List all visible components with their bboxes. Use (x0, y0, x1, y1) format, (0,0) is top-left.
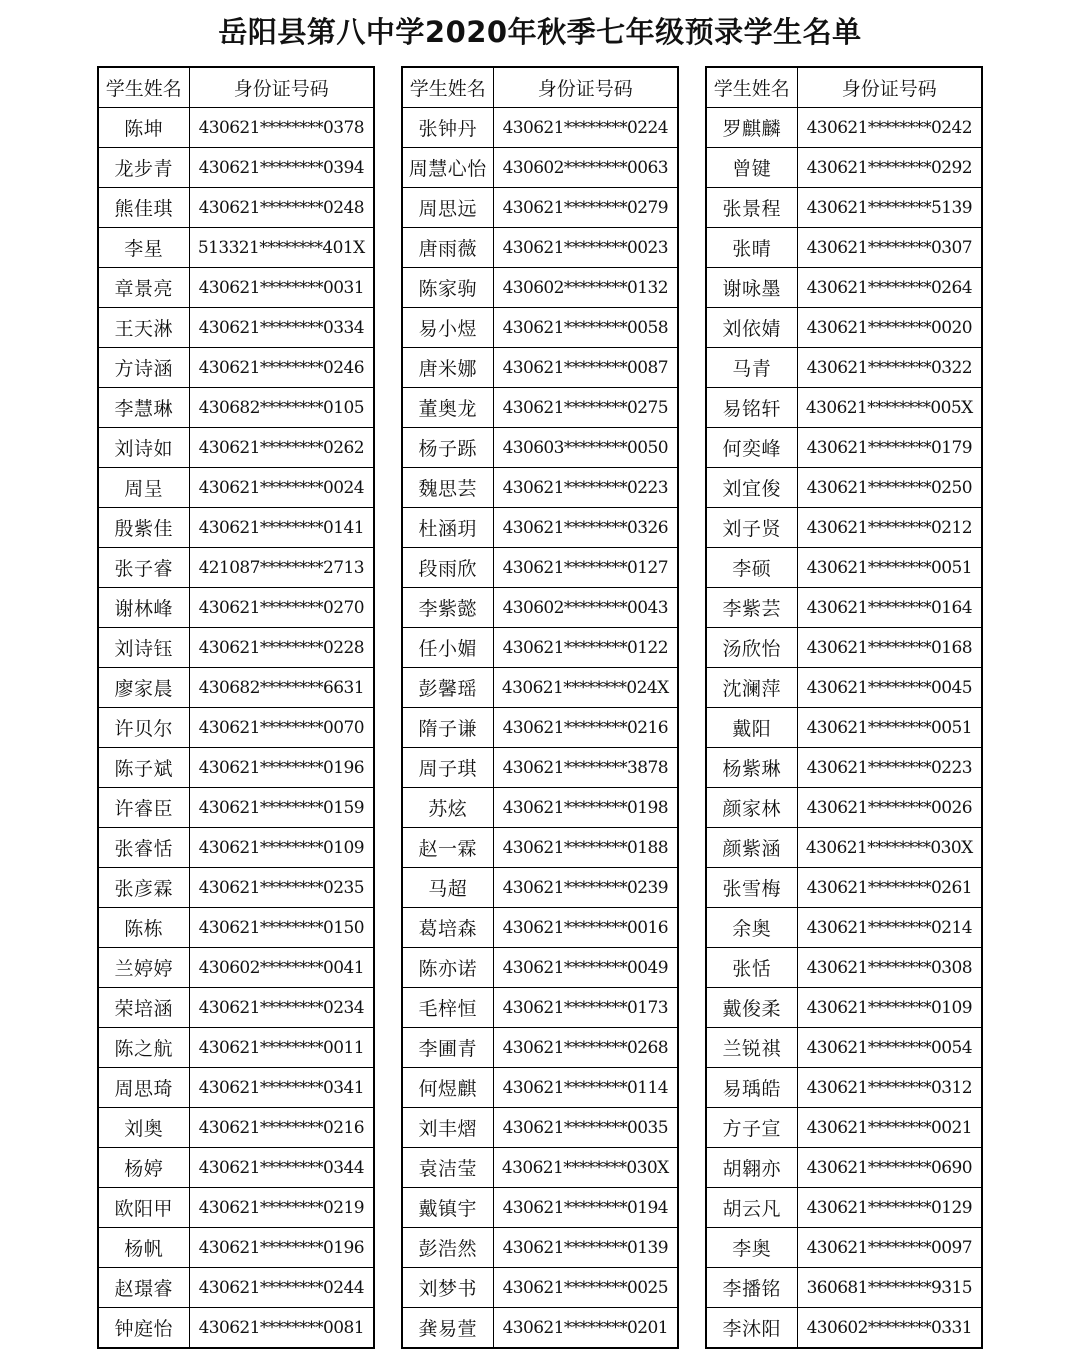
student-name: 荣培涵 (98, 988, 189, 1028)
table-row (706, 468, 982, 508)
table-row (706, 828, 982, 868)
student-name: 余奥 (706, 908, 797, 948)
student-name: 李硕 (706, 548, 797, 588)
student-id-number: 430621********0262 (189, 428, 374, 468)
table-row (402, 508, 678, 548)
student-name: 陈坤 (98, 108, 189, 148)
student-id-number: 430621********0239 (493, 868, 678, 908)
student-id-number: 430621********0139 (493, 1228, 678, 1268)
student-id-number: 430621********0173 (493, 988, 678, 1028)
student-id-number: 430621********030X (493, 1148, 678, 1188)
student-name: 许贝尔 (98, 708, 189, 748)
table-row (98, 268, 374, 308)
student-id-number: 430621********0201 (493, 1308, 678, 1349)
student-id-number: 430682********6631 (189, 668, 374, 708)
student-name: 张钟丹 (402, 108, 493, 148)
student-name: 李星 (98, 228, 189, 268)
student-name: 胡翱亦 (706, 1148, 797, 1188)
student-name: 张子睿 (98, 548, 189, 588)
student-id-number: 430621********0196 (189, 1228, 374, 1268)
student-id-number: 430621********0223 (493, 468, 678, 508)
table-row (402, 1028, 678, 1068)
student-id-number: 430621********0275 (493, 388, 678, 428)
student-name: 张恬 (706, 948, 797, 988)
student-id-number: 430621********0341 (189, 1068, 374, 1108)
name-column-header: 学生姓名 (706, 67, 797, 108)
table-row (98, 908, 374, 948)
student-name: 张雪梅 (706, 868, 797, 908)
student-id-number: 430603********0050 (493, 428, 678, 468)
table-row (98, 748, 374, 788)
table-row (98, 468, 374, 508)
student-name: 方子宣 (706, 1108, 797, 1148)
student-name: 许睿臣 (98, 788, 189, 828)
student-id-number: 430621********0164 (797, 588, 982, 628)
student-id-number: 430621********0261 (797, 868, 982, 908)
table-row (98, 948, 374, 988)
student-name: 周思远 (402, 188, 493, 228)
table-row (706, 868, 982, 908)
student-id-number: 430621********0378 (189, 108, 374, 148)
student-name: 杨紫琳 (706, 748, 797, 788)
student-id-number: 430621********0326 (493, 508, 678, 548)
student-id-number: 430621********0127 (493, 548, 678, 588)
student-id-number: 430682********0105 (189, 388, 374, 428)
table-row (402, 428, 678, 468)
table-row (402, 228, 678, 268)
table-row (98, 868, 374, 908)
table-row (706, 308, 982, 348)
student-name: 张景程 (706, 188, 797, 228)
student-name: 张彦霖 (98, 868, 189, 908)
student-table-1 (97, 66, 375, 1349)
table-row (98, 1148, 374, 1188)
student-id-number: 430621********0020 (797, 308, 982, 348)
table-row (98, 508, 374, 548)
student-id-number: 430621********0216 (493, 708, 678, 748)
header-row (706, 67, 982, 108)
student-id-number: 430621********5139 (797, 188, 982, 228)
table-row (706, 548, 982, 588)
table-row (706, 948, 982, 988)
table-row (402, 1308, 678, 1349)
student-name: 周子琪 (402, 748, 493, 788)
student-id-number: 430621********0690 (797, 1148, 982, 1188)
student-id-number: 430621********0097 (797, 1228, 982, 1268)
table-row (706, 1228, 982, 1268)
student-name: 陈子斌 (98, 748, 189, 788)
table-row (706, 708, 982, 748)
student-name: 赵一霖 (402, 828, 493, 868)
student-name: 董奥龙 (402, 388, 493, 428)
table-row (706, 988, 982, 1028)
table-row (402, 1148, 678, 1188)
table-row (98, 108, 374, 148)
table-row (98, 388, 374, 428)
student-name: 马超 (402, 868, 493, 908)
student-name: 兰婷婷 (98, 948, 189, 988)
student-id-number: 430621********0223 (797, 748, 982, 788)
student-name: 易小煜 (402, 308, 493, 348)
student-id-number: 430621********0035 (493, 1108, 678, 1148)
student-name: 熊佳琪 (98, 188, 189, 228)
student-name: 颜家林 (706, 788, 797, 828)
student-name: 隋子谦 (402, 708, 493, 748)
table-row (706, 1108, 982, 1148)
table-row (706, 228, 982, 268)
table-row (98, 1188, 374, 1228)
student-id-number: 430621********0025 (493, 1268, 678, 1308)
student-id-number: 430621********0026 (797, 788, 982, 828)
student-id-number: 430621********0268 (493, 1028, 678, 1068)
student-id-number: 430621********0109 (797, 988, 982, 1028)
student-name: 方诗涵 (98, 348, 189, 388)
table-row (706, 1068, 982, 1108)
student-name: 殷紫佳 (98, 508, 189, 548)
student-name: 周呈 (98, 468, 189, 508)
table-body (98, 108, 374, 1349)
header-row (402, 67, 678, 108)
student-id-number: 430621********0234 (189, 988, 374, 1028)
student-name: 杨婷 (98, 1148, 189, 1188)
student-id-number: 430621********0179 (797, 428, 982, 468)
student-name: 彭馨瑶 (402, 668, 493, 708)
student-id-number: 430621********0198 (493, 788, 678, 828)
student-id-number: 430621********0344 (189, 1148, 374, 1188)
table-row (706, 148, 982, 188)
table-row (402, 1188, 678, 1228)
student-name: 杨帆 (98, 1228, 189, 1268)
table-row (98, 788, 374, 828)
student-name: 张睿恬 (98, 828, 189, 868)
student-id-number: 430621********0070 (189, 708, 374, 748)
student-name: 易瑀皓 (706, 1068, 797, 1108)
student-id-number: 430602********0043 (493, 588, 678, 628)
student-id-number: 430621********0016 (493, 908, 678, 948)
student-id-number: 430621********0045 (797, 668, 982, 708)
table-row (98, 1228, 374, 1268)
student-name: 周思琦 (98, 1068, 189, 1108)
table-row (402, 708, 678, 748)
student-id-number: 430621********0214 (797, 908, 982, 948)
student-name: 戴镇宇 (402, 1188, 493, 1228)
student-id-number: 430621********0141 (189, 508, 374, 548)
student-id-number: 430621********024X (493, 668, 678, 708)
student-name: 刘诗如 (98, 428, 189, 468)
student-id-number: 430621********0248 (189, 188, 374, 228)
student-name: 李播铭 (706, 1268, 797, 1308)
student-id-number: 421087********2713 (189, 548, 374, 588)
table-row (706, 588, 982, 628)
student-id-number: 430621********0212 (797, 508, 982, 548)
table-row (98, 668, 374, 708)
table-row (402, 188, 678, 228)
student-name: 龙步青 (98, 148, 189, 188)
table-row (98, 588, 374, 628)
student-name: 葛培森 (402, 908, 493, 948)
table-row (706, 1268, 982, 1308)
student-name: 李慧琳 (98, 388, 189, 428)
table-row (706, 188, 982, 228)
student-name: 廖家晨 (98, 668, 189, 708)
student-id-number: 430621********0021 (797, 1108, 982, 1148)
name-column-header: 学生姓名 (98, 67, 189, 108)
table-row (402, 588, 678, 628)
student-name: 彭浩然 (402, 1228, 493, 1268)
table-row (402, 468, 678, 508)
student-id-number: 430602********0331 (797, 1308, 982, 1349)
student-name: 唐雨薇 (402, 228, 493, 268)
student-id-number: 430602********0041 (189, 948, 374, 988)
table-row (402, 1268, 678, 1308)
student-name: 刘诗钰 (98, 628, 189, 668)
student-id-number: 513321********401X (189, 228, 374, 268)
student-id-number: 430621********005X (797, 388, 982, 428)
student-name: 刘宜俊 (706, 468, 797, 508)
table-row (402, 548, 678, 588)
student-id-number: 430621********0292 (797, 148, 982, 188)
table-row (98, 828, 374, 868)
table-row (402, 988, 678, 1028)
student-name: 刘丰熠 (402, 1108, 493, 1148)
table-row (98, 188, 374, 228)
table-row (402, 388, 678, 428)
table-row (98, 228, 374, 268)
student-name: 欧阳甲 (98, 1188, 189, 1228)
student-id-number: 430621********0308 (797, 948, 982, 988)
student-id-number: 430621********0081 (189, 1308, 374, 1349)
student-id-number: 430602********0063 (493, 148, 678, 188)
student-name: 戴俊柔 (706, 988, 797, 1028)
student-name: 杨子跞 (402, 428, 493, 468)
student-id-number: 430621********0264 (797, 268, 982, 308)
page-title: 岳阳县第八中学2020年秋季七年级预录学生名单 (218, 15, 862, 49)
student-name: 钟庭怡 (98, 1308, 189, 1349)
student-name: 李奥 (706, 1228, 797, 1268)
table-row (706, 748, 982, 788)
student-name: 刘奥 (98, 1108, 189, 1148)
student-id-number: 430621********0235 (189, 868, 374, 908)
table-row (98, 1028, 374, 1068)
table-row (98, 428, 374, 468)
student-id-number: 430621********0279 (493, 188, 678, 228)
student-name: 龚易萱 (402, 1308, 493, 1349)
table-row (402, 1228, 678, 1268)
id-column-header: 身份证号码 (189, 67, 374, 108)
student-id-number: 430621********0054 (797, 1028, 982, 1068)
table-row (706, 388, 982, 428)
student-id-number: 430621********0270 (189, 588, 374, 628)
student-name: 兰锐祺 (706, 1028, 797, 1068)
table-row (402, 268, 678, 308)
student-name: 章景亮 (98, 268, 189, 308)
id-column-header: 身份证号码 (493, 67, 678, 108)
student-id-number: 430621********0196 (189, 748, 374, 788)
table-row (402, 148, 678, 188)
student-name: 毛梓恒 (402, 988, 493, 1028)
table-row (706, 628, 982, 668)
student-id-number: 430621********0114 (493, 1068, 678, 1108)
table-row (402, 308, 678, 348)
table-row (98, 708, 374, 748)
table-row (98, 148, 374, 188)
id-column-header: 身份证号码 (797, 67, 982, 108)
header-row (98, 67, 374, 108)
student-name: 谢林峰 (98, 588, 189, 628)
table-row (402, 828, 678, 868)
table-row (98, 1268, 374, 1308)
table-row (706, 908, 982, 948)
table-row (706, 268, 982, 308)
student-id-number: 430621********0246 (189, 348, 374, 388)
table-row (706, 788, 982, 828)
table-row (706, 1308, 982, 1349)
student-name: 胡云凡 (706, 1188, 797, 1228)
student-name: 李圃青 (402, 1028, 493, 1068)
student-id-number: 430621********0307 (797, 228, 982, 268)
table-row (402, 948, 678, 988)
student-name: 易铭轩 (706, 388, 797, 428)
student-name: 曾键 (706, 148, 797, 188)
student-id-number: 430621********0194 (493, 1188, 678, 1228)
student-id-number: 430621********0024 (189, 468, 374, 508)
student-name: 张晴 (706, 228, 797, 268)
student-id-number: 430621********0031 (189, 268, 374, 308)
student-name: 罗麒麟 (706, 108, 797, 148)
student-table-3 (705, 66, 983, 1349)
student-name: 刘梦书 (402, 1268, 493, 1308)
table-row (98, 1108, 374, 1148)
table-row (706, 428, 982, 468)
table-row (98, 308, 374, 348)
student-name: 汤欣怡 (706, 628, 797, 668)
table-row (706, 668, 982, 708)
student-name: 袁洁莹 (402, 1148, 493, 1188)
table-row (706, 108, 982, 148)
student-name: 唐米娜 (402, 348, 493, 388)
student-name: 陈家驹 (402, 268, 493, 308)
student-id-number: 430621********0159 (189, 788, 374, 828)
student-id-number: 430621********0224 (493, 108, 678, 148)
student-id-number: 360681********9315 (797, 1268, 982, 1308)
student-id-number: 430621********0011 (189, 1028, 374, 1068)
student-id-number: 430621********0219 (189, 1188, 374, 1228)
student-name: 何奕峰 (706, 428, 797, 468)
student-table-2 (401, 66, 679, 1349)
student-id-number: 430621********0188 (493, 828, 678, 868)
student-id-number: 430621********0250 (797, 468, 982, 508)
student-name: 李紫芸 (706, 588, 797, 628)
student-name: 赵璟睿 (98, 1268, 189, 1308)
table-row (402, 1068, 678, 1108)
table-row (98, 628, 374, 668)
student-name: 杜涵玥 (402, 508, 493, 548)
student-name: 王天淋 (98, 308, 189, 348)
student-id-number: 430621********0168 (797, 628, 982, 668)
table-row (402, 1108, 678, 1148)
student-name: 段雨欣 (402, 548, 493, 588)
table-body (706, 108, 982, 1349)
student-name: 魏思芸 (402, 468, 493, 508)
student-id-number: 430621********0058 (493, 308, 678, 348)
student-name: 李紫懿 (402, 588, 493, 628)
student-id-number: 430602********0132 (493, 268, 678, 308)
table-row (706, 1028, 982, 1068)
student-name: 颜紫涵 (706, 828, 797, 868)
student-id-number: 430621********0150 (189, 908, 374, 948)
student-name: 谢咏墨 (706, 268, 797, 308)
table-row (402, 908, 678, 948)
student-id-number: 430621********0129 (797, 1188, 982, 1228)
table-row (706, 1188, 982, 1228)
student-name: 任小媚 (402, 628, 493, 668)
student-name: 苏炫 (402, 788, 493, 828)
student-id-number: 430621********3878 (493, 748, 678, 788)
student-id-number: 430621********0051 (797, 548, 982, 588)
table-row (402, 108, 678, 148)
student-id-number: 430621********0394 (189, 148, 374, 188)
table-row (98, 348, 374, 388)
table-row (402, 668, 678, 708)
name-column-header: 学生姓名 (402, 67, 493, 108)
table-row (706, 1148, 982, 1188)
table-row (98, 1068, 374, 1108)
table-row (402, 748, 678, 788)
student-name: 陈之航 (98, 1028, 189, 1068)
student-id-number: 430621********0228 (189, 628, 374, 668)
student-id-number: 430621********0244 (189, 1268, 374, 1308)
student-name: 陈栋 (98, 908, 189, 948)
student-id-number: 430621********0109 (189, 828, 374, 868)
table-row (98, 548, 374, 588)
student-name: 刘子贤 (706, 508, 797, 548)
table-row (706, 508, 982, 548)
student-id-number: 430621********0242 (797, 108, 982, 148)
student-name: 马青 (706, 348, 797, 388)
student-id-number: 430621********0087 (493, 348, 678, 388)
student-id-number: 430621********0023 (493, 228, 678, 268)
student-id-number: 430621********0312 (797, 1068, 982, 1108)
student-name: 李沐阳 (706, 1308, 797, 1349)
student-name: 周慧心怡 (402, 148, 493, 188)
student-name: 沈澜萍 (706, 668, 797, 708)
table-row (98, 1308, 374, 1349)
table-row (706, 348, 982, 388)
table-row (402, 348, 678, 388)
student-name: 戴阳 (706, 708, 797, 748)
student-id-number: 430621********030X (797, 828, 982, 868)
table-row (98, 988, 374, 1028)
student-name: 何煜麒 (402, 1068, 493, 1108)
student-id-number: 430621********0334 (189, 308, 374, 348)
table-row (402, 628, 678, 668)
student-id-number: 430621********0322 (797, 348, 982, 388)
student-name: 刘依婧 (706, 308, 797, 348)
student-id-number: 430621********0051 (797, 708, 982, 748)
student-id-number: 430621********0049 (493, 948, 678, 988)
table-body (402, 108, 678, 1349)
table-row (402, 868, 678, 908)
table-row (402, 788, 678, 828)
student-id-number: 430621********0216 (189, 1108, 374, 1148)
student-id-number: 430621********0122 (493, 628, 678, 668)
student-name: 陈亦诺 (402, 948, 493, 988)
